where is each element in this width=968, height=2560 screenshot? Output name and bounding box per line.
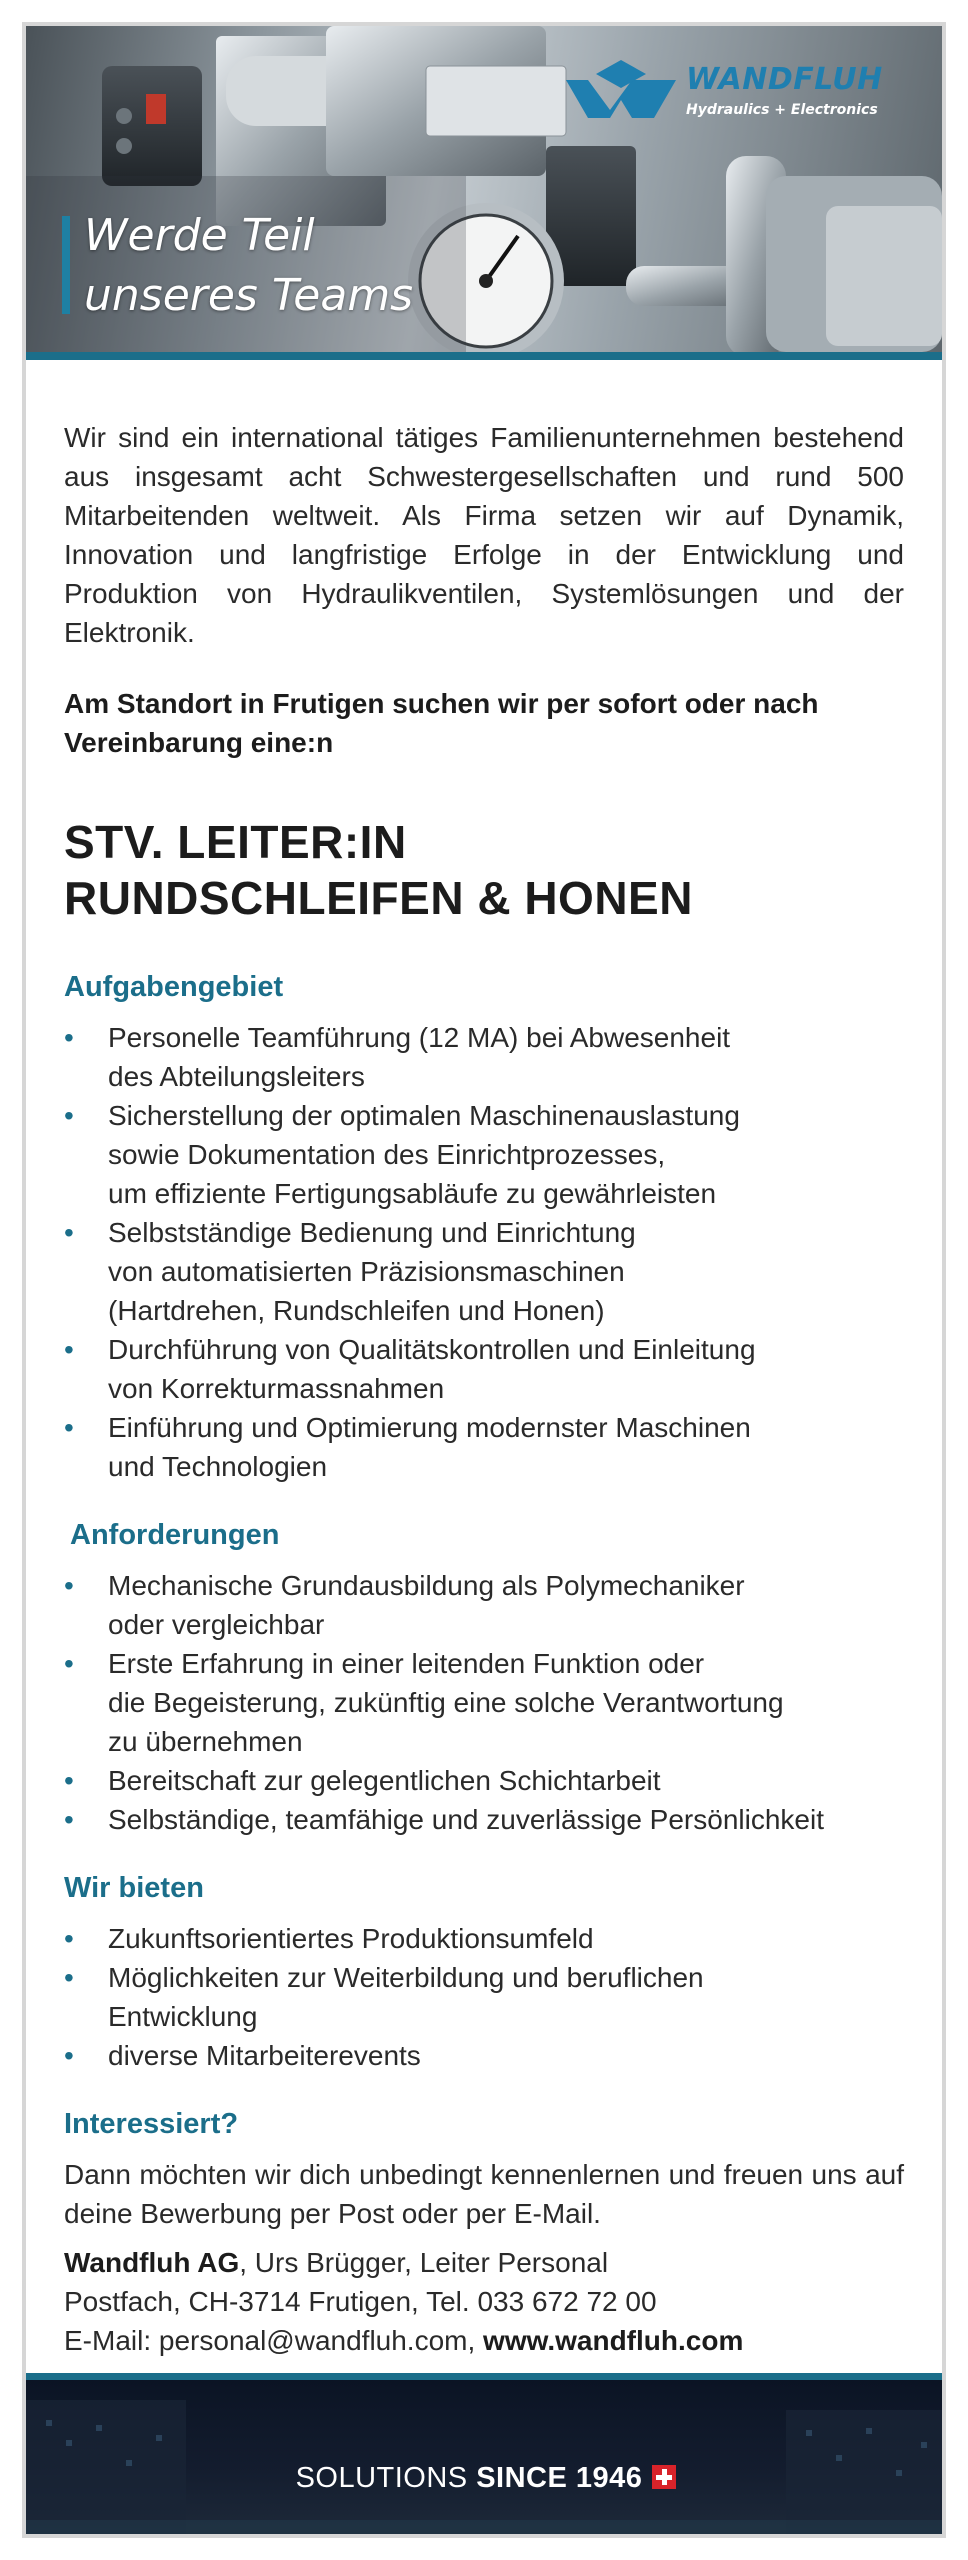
benefit-list xyxy=(64,1919,904,2075)
contact-block xyxy=(64,2243,904,2360)
contact-person: , Urs Brügger, Leiter Personal xyxy=(239,2247,609,2278)
list-item-line: • Bereitschaft zur gelegentlichen Schichtarbeit xyxy=(108,1765,661,1796)
location-lead: Am Standort in Frutigen suchen wir per sofort oder nach Vereinbarung eine:n xyxy=(64,688,819,758)
list-item-line: • Einführung und Optimierung modernster Maschinen xyxy=(108,1412,751,1443)
logo-tagline: Hydraulics + Electronics xyxy=(686,102,878,118)
contact-name-line xyxy=(64,2243,904,2282)
job-ad-frame xyxy=(22,22,946,2538)
footer-divider xyxy=(26,2373,942,2380)
wandfluh-logo xyxy=(566,56,926,146)
list-item xyxy=(64,1408,904,1486)
list-item xyxy=(64,1958,904,2036)
contact-web-line xyxy=(64,2321,904,2360)
section-interessiert xyxy=(64,2105,904,2360)
list-item-line: • Zukunftsorientiertes Produktionsumfeld xyxy=(108,1923,594,1954)
job-title-line-1: STV. LEITER:IN xyxy=(64,816,407,868)
hero-accent-bar xyxy=(62,216,70,314)
section-heading: Interessiert? xyxy=(64,2108,239,2140)
hero-title-line-1: Werde Teil xyxy=(84,210,315,261)
hero-title-line-2: unseres Teams xyxy=(84,270,414,321)
task-list xyxy=(64,1018,904,1486)
list-item-line: • diverse Mitarbeiterevents xyxy=(108,2040,421,2071)
list-item xyxy=(64,1800,904,1839)
section-anforderungen xyxy=(64,1516,904,1839)
list-item-line: • Erste Erfahrung in einer leitenden Funktion oder xyxy=(108,1648,705,1679)
list-item-line: • Möglichkeiten zur Weiterbildung und beruflichen xyxy=(108,1962,704,1993)
list-item xyxy=(64,1096,904,1213)
list-item-line: die Begeisterung, zukünftig eine solche Verantwortung xyxy=(108,1687,784,1718)
list-item xyxy=(64,1566,904,1644)
job-title xyxy=(64,814,904,926)
footer-city-lights-background xyxy=(26,2380,942,2538)
section-aufgabengebiet xyxy=(64,968,904,1486)
footer-banner xyxy=(26,2380,942,2538)
list-item-line: • Durchführung von Qualitätskontrollen und Einleitung xyxy=(108,1334,756,1365)
list-item-line: • Sicherstellung der optimalen Maschinenauslastung xyxy=(108,1100,740,1131)
company-name: Wandfluh AG xyxy=(64,2247,240,2278)
slogan-since: SINCE 1946 xyxy=(476,2462,643,2494)
list-item-line: um effiziente Fertigungsabläufe zu gewährleisten xyxy=(108,1178,717,1209)
swiss-flag-icon xyxy=(652,2465,676,2489)
hero-title xyxy=(84,206,413,326)
list-item-line: • Selbstständige Bedienung und Einrichtung xyxy=(108,1217,636,1248)
hero-divider xyxy=(26,352,942,360)
list-item xyxy=(64,1213,904,1330)
section-heading: Anforderungen xyxy=(70,1519,280,1551)
list-item-line: zu übernehmen xyxy=(108,1726,303,1757)
list-item-line: (Hartdrehen, Rundschleifen und Honen) xyxy=(108,1295,605,1326)
hero-image xyxy=(26,26,942,352)
section-heading: Aufgabengebiet xyxy=(64,971,284,1003)
application-invitation: Dann möchten wir dich unbedingt kennenlernen und freuen uns auf deine Bewerbung per Post oder per E-Mail. xyxy=(64,2159,904,2229)
job-ad-content xyxy=(64,360,904,2360)
list-item-line: • Selbständige, teamfähige und zuverlässige Persönlichkeit xyxy=(108,1804,824,1835)
list-item-line: • Personelle Teamführung (12 MA) bei Abwesenheit xyxy=(108,1022,731,1053)
section-wir-bieten xyxy=(64,1869,904,2075)
website-link[interactable]: www.wandfluh.com xyxy=(483,2325,744,2356)
list-item xyxy=(64,1761,904,1800)
company-intro: Wir sind ein international tätiges Familienunternehmen bestehend aus insgesamt acht Schwestergesellschaften und rund 500 Mitarbeitenden weltweit. Als Firma setzen wir auf Dynamik, Innovation und langfristige Erfolge in der Entwicklung und Produktion von Hydraulikventilen, Systemlösungen und der Elektronik. xyxy=(64,422,904,648)
list-item-line: von automatisierten Präzisionsmaschinen xyxy=(108,1256,625,1287)
section-heading: Wir bieten xyxy=(64,1872,204,1904)
wandfluh-logo-icon xyxy=(566,60,676,126)
list-item-line: Entwicklung xyxy=(108,2001,258,2032)
list-item-line: • Mechanische Grundausbildung als Polymechaniker xyxy=(108,1570,745,1601)
list-item-line: und Technologien xyxy=(108,1451,328,1482)
logo-name: WANDFLUH xyxy=(686,62,883,97)
slogan-solutions: SOLUTIONS xyxy=(295,2462,468,2494)
footer-slogan xyxy=(276,2460,696,2496)
list-item xyxy=(64,1330,904,1408)
list-item-line: oder vergleichbar xyxy=(108,1609,325,1640)
requirement-list xyxy=(64,1566,904,1839)
list-item xyxy=(64,1018,904,1096)
list-item xyxy=(64,2036,904,2075)
list-item xyxy=(64,1644,904,1761)
list-item-line: des Abteilungsleiters xyxy=(108,1061,365,1092)
list-item-line: von Korrekturmassnahmen xyxy=(108,1373,445,1404)
list-item xyxy=(64,1919,904,1958)
job-title-line-2: RUNDSCHLEIFEN & HONEN xyxy=(64,872,693,924)
email-text[interactable]: E-Mail: personal@wandfluh.com, xyxy=(64,2325,484,2356)
list-item-line: sowie Dokumentation des Einrichtprozesses, xyxy=(108,1139,666,1170)
postal-address: Postfach, CH-3714 Frutigen, Tel. 033 672 72 00 xyxy=(64,2286,657,2317)
